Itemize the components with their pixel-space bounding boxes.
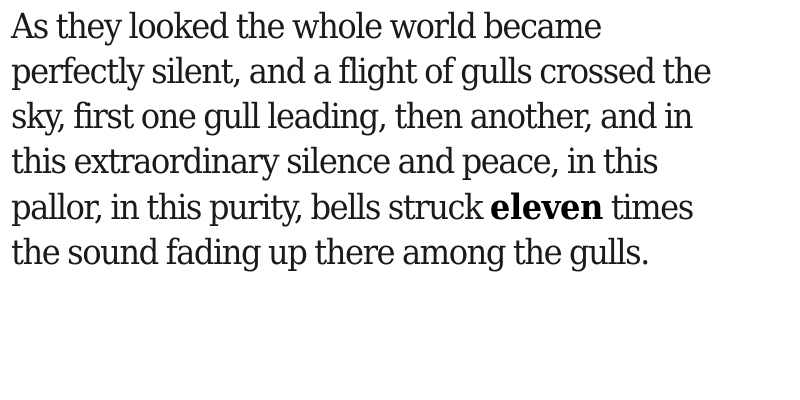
passage-line: the sound fading up there among the gulls. [11, 233, 649, 273]
passage-paragraph [11, 5, 728, 276]
passage-line: sky, first one gull leading, then another, and in [11, 97, 693, 137]
line-text-before: pallor, in this purity, bells struck [11, 188, 490, 228]
passage-line [11, 185, 728, 231]
emphasized-word: eleven [489, 187, 603, 228]
passage-line: As they looked the whole world became [11, 7, 601, 47]
line-text-after: times [602, 188, 693, 228]
passage-line: perfectly silent, and a flight of gulls crossed the [11, 52, 711, 92]
passage-line: this extraordinary silence and peace, in this [11, 142, 658, 182]
